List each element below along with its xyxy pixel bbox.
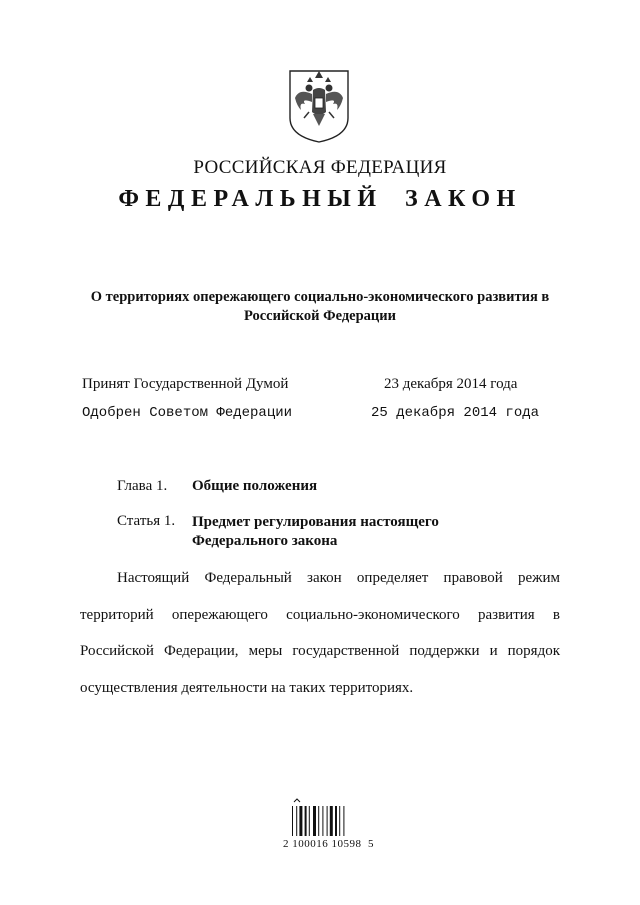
article-title	[192, 513, 439, 551]
article-title-line: Предмет регулирования настоящего	[192, 514, 439, 530]
approved-label: Одобрен Советом Федерации	[82, 405, 293, 421]
article-label: Статья 1.	[117, 513, 176, 529]
article-paragraph: Настоящий Федеральный закон определяет правовой режим территорий опережающего социально-экономического развития в Российской Федерации, меры государственной поддержки и порядок осуществления деятельности на таких территориях.	[80, 570, 560, 696]
chapter-title: Общие положения	[192, 478, 318, 494]
adopted-date: 23 декабря 2014 года	[384, 376, 518, 392]
approved-date: 25 декабря 2014 года	[371, 405, 540, 421]
country-name: РОССИЙСКАЯ ФЕДЕРАЦИЯ	[193, 157, 447, 178]
coat-of-arms-icon	[285, 68, 353, 144]
article-title-line: Федерального закона	[192, 533, 338, 549]
barcode-number: 2 100016 10598 5	[283, 838, 374, 850]
adopted-label: Принят Государственной Думой	[82, 376, 289, 392]
chapter-label: Глава 1.	[117, 478, 168, 494]
law-type: ФЕДЕРАЛЬНЫЙ ЗАКОН	[118, 186, 522, 212]
law-title: О территориях опережающего социально-экономического развития в Российской Федерации	[90, 289, 550, 324]
